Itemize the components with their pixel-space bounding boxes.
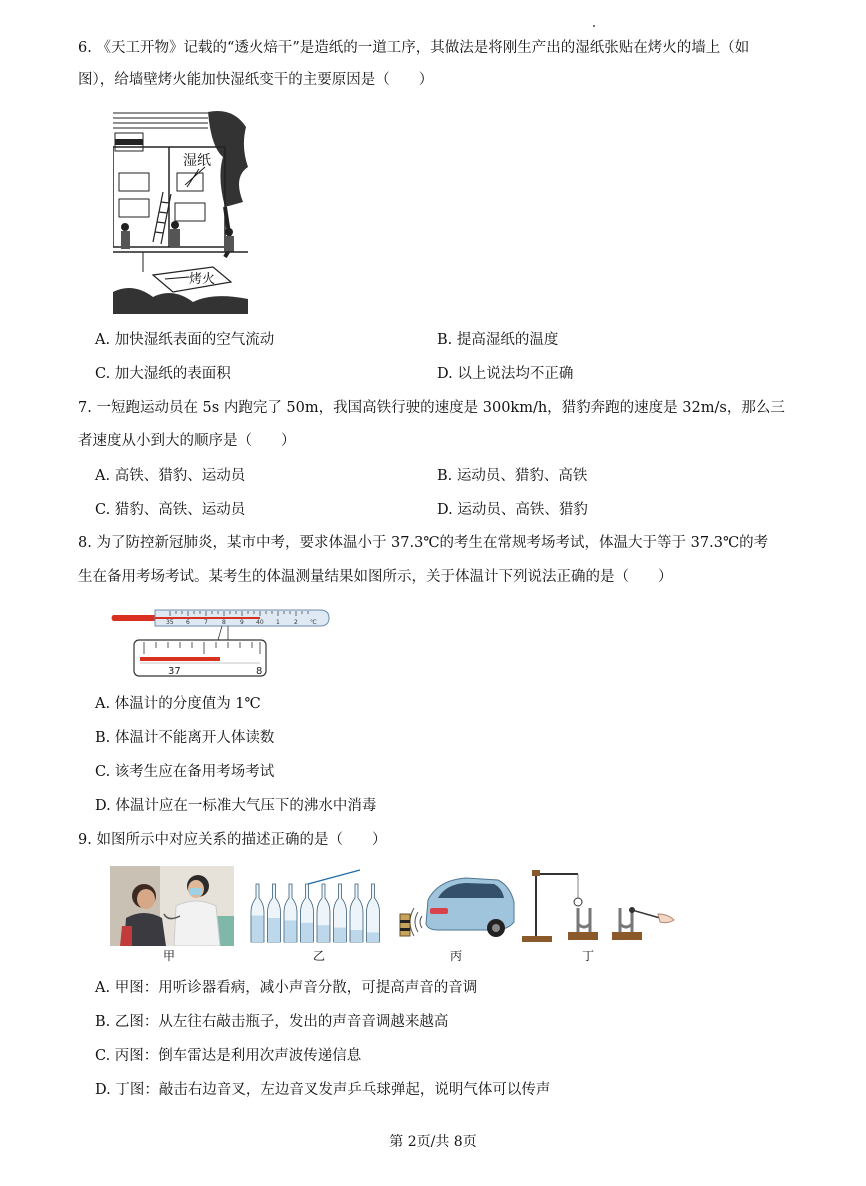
scale-2: 2	[294, 619, 298, 626]
scale-40: 40	[256, 619, 264, 626]
q6-stem-line2: 图），给墙壁烤火能加快湿纸变干的主要原因是（ ）	[78, 72, 434, 88]
q9-option-d[interactable]: D. 丁图：敲击右边音叉，左边音叉发声乒乓球弹起，说明气体可以传声	[95, 1082, 551, 1098]
label-fire: 烤火	[189, 272, 216, 287]
caption-yi: 乙	[313, 949, 326, 963]
q7-option-a[interactable]: A. 高铁、猎豹、运动员	[95, 468, 246, 484]
scale-35: 35	[166, 619, 174, 626]
q9-figure-jia-stethoscope	[110, 866, 234, 946]
caption-bing: 丙	[450, 949, 463, 963]
q7-stem-line2: 者速度从小到大的顺序是（ ）	[78, 433, 296, 449]
q6-option-b[interactable]: B. 提高湿纸的温度	[437, 332, 559, 348]
q8-stem-line2: 生在备用考场考试。某考生的体温测量结果如图所示，关于体温计下列说法正确的是（ ）	[78, 569, 673, 585]
stray-dot	[593, 25, 595, 27]
zoom-label-8: 8	[256, 666, 263, 677]
q9-option-a[interactable]: A. 甲图：用听诊器看病，减小声音分散，可提高声音的音调	[95, 980, 478, 996]
scale-unit: ℃	[310, 619, 317, 626]
scale-7: 7	[204, 619, 208, 626]
bottle-water	[301, 923, 313, 942]
q6-figure-paper-drying	[113, 107, 248, 314]
q7-option-d[interactable]: D. 运动员、高铁、猎豹	[437, 502, 588, 518]
bottle-water	[252, 916, 264, 942]
bottle-water	[367, 932, 379, 942]
q9-figure-ding-tuning-forks	[520, 866, 676, 946]
bottle-water	[351, 930, 363, 942]
scale-9: 9	[240, 619, 244, 626]
q9-stem: 9. 如图所示中对应关系的描述正确的是（ ）	[78, 832, 387, 848]
q6-option-d[interactable]: D. 以上说法均不正确	[437, 366, 574, 382]
bottle-water	[318, 925, 330, 942]
q6-option-c[interactable]: C. 加大湿纸的表面积	[95, 366, 231, 382]
page-footer: 第 2页/共 8页	[389, 1134, 477, 1150]
bottle-water	[334, 928, 346, 942]
zoom-label-37: 37	[168, 666, 181, 677]
q8-stem-line1: 8. 为了防控新冠肺炎，某市中考，要求体温小于 37.3℃的考生在常规考场考试，体温大于等于 37.3℃的考	[78, 535, 769, 551]
q6-stem-line1: 6. 《天工开物》记载的“透火焙干”是造纸的一道工序，其做法是将刚生产出的湿纸张贴在烤火的墙上（如	[78, 40, 750, 56]
q7-stem-line1: 7. 一短跑运动员在 5s 内跑完了 50m，我国高铁行驶的速度是 300km/h，猎豹奔跑的速度是 32m/s，那么三	[78, 400, 785, 416]
q8-option-b[interactable]: B. 体温计不能离开人体读数	[95, 730, 275, 746]
q8-option-a[interactable]: A. 体温计的分度值为 1℃	[95, 696, 261, 712]
q7-option-c[interactable]: C. 猎豹、高铁、运动员	[95, 502, 246, 518]
q9-option-c[interactable]: C. 丙图：倒车雷达是利用次声波传递信息	[95, 1048, 362, 1064]
q6-option-a[interactable]: A. 加快湿纸表面的空气流动	[95, 332, 275, 348]
bottle-water	[268, 918, 280, 942]
scale-1: 1	[276, 619, 280, 626]
q9-figure-bing-car-radar	[398, 866, 516, 946]
q8-option-d[interactable]: D. 体温计应在一标准大气压下的沸水中消毒	[95, 798, 377, 814]
bottle-water	[285, 920, 297, 942]
label-wet-paper: 湿纸	[183, 153, 211, 169]
caption-ding: 丁	[582, 949, 595, 963]
q8-figure-thermometer	[110, 604, 332, 678]
q7-option-b[interactable]: B. 运动员、猎豹、高铁	[437, 468, 588, 484]
q9-option-b[interactable]: B. 乙图：从左往右敲击瓶子，发出的声音音调越来越高	[95, 1014, 449, 1030]
q8-option-c[interactable]: C. 该考生应在备用考场考试	[95, 764, 275, 780]
q9-figure-yi-bottles	[248, 866, 382, 946]
scale-8: 8	[222, 619, 226, 626]
scale-6: 6	[186, 619, 190, 626]
caption-jia: 甲	[163, 949, 176, 963]
